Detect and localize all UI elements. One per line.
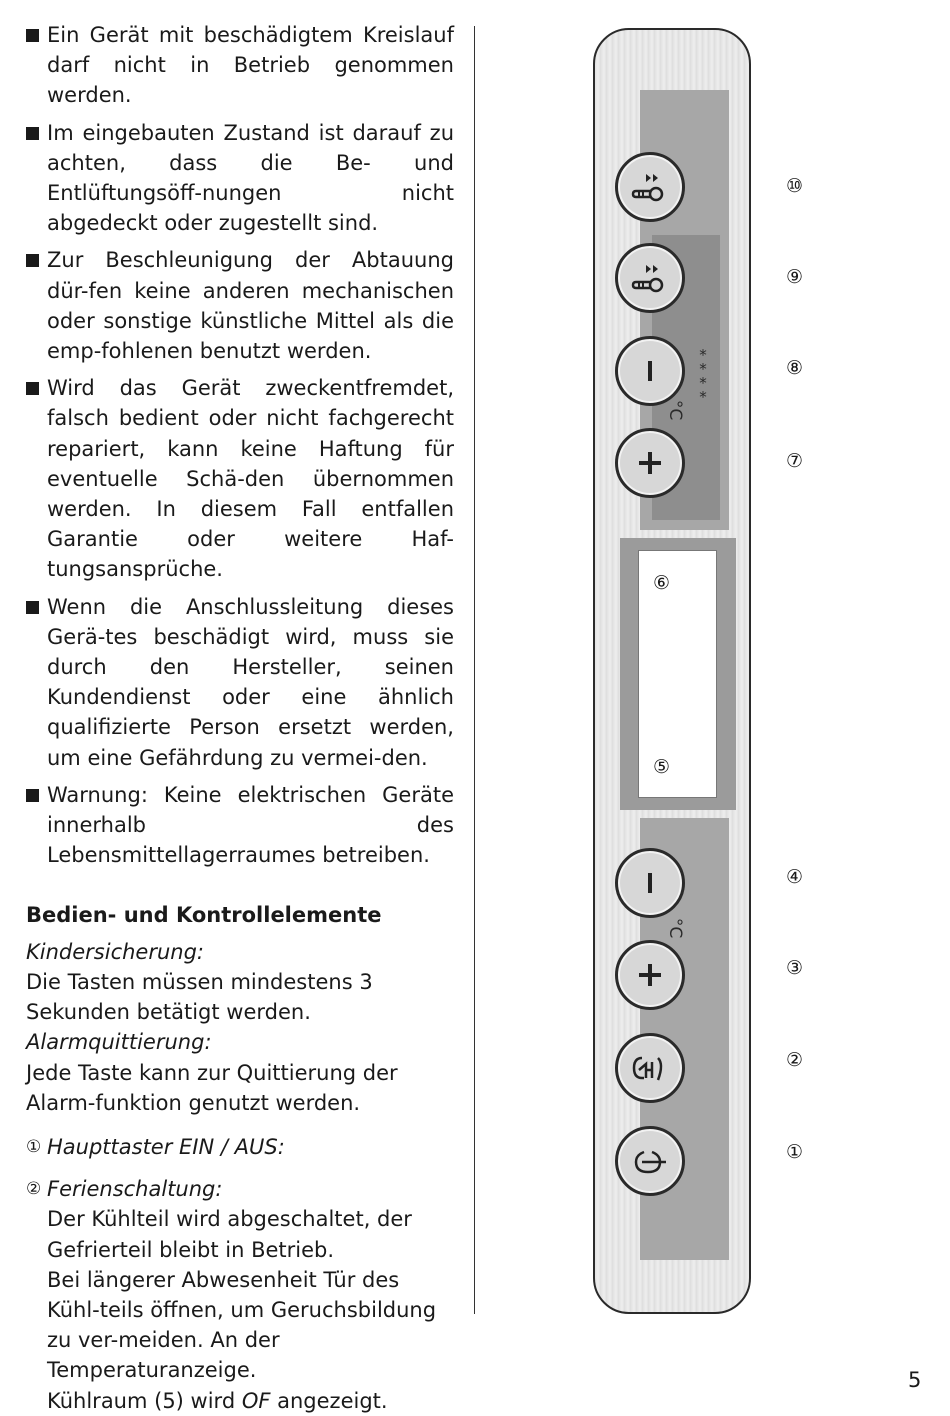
- item-label: Haupttaster EIN / AUS:: [47, 1134, 285, 1159]
- bullet-square: [26, 789, 39, 802]
- bullet-square: [26, 382, 39, 395]
- fridge-minus-button[interactable]: [615, 848, 685, 918]
- minus-icon: [635, 868, 665, 898]
- fridge-celsius-label: °C: [665, 917, 686, 939]
- column-divider: [474, 26, 475, 1314]
- freezer-plus-button[interactable]: [615, 428, 685, 498]
- callout-7: ⑦: [786, 450, 804, 472]
- holiday-mode-button[interactable]: [615, 1033, 685, 1103]
- child-lock-text: Die Tasten müssen mindestens 3 Sekunden betätigt werden.: [26, 969, 373, 1025]
- super-cool-button[interactable]: [615, 243, 685, 313]
- bullet-text: Ein Gerät mit beschädigtem Kreislauf darf nicht in Betrieb genommen werden.: [47, 23, 454, 108]
- section-heading: Bedien- und Kontrollelemente: [26, 903, 382, 928]
- callout-9: ⑨: [786, 266, 804, 288]
- bullet-square: [26, 127, 39, 140]
- control-panel: [593, 28, 751, 1314]
- bullet-text: Im eingebauten Zustand ist darauf zu achten, dass die Be- und Entlüftungsöff-nungen nicht abgedeckt oder zugestellt sind.: [47, 120, 454, 236]
- item-number: ①: [26, 1136, 42, 1157]
- item-text-end: angezeigt.: [270, 1388, 388, 1413]
- thermometer-fast-icon: [630, 170, 670, 204]
- callout-3: ③: [786, 957, 804, 979]
- power-icon: [630, 1144, 670, 1178]
- thermometer-fast-icon: [630, 261, 670, 295]
- item-text: Der Kühlteil wird abgeschaltet, der Gefrierteil bleibt in Betrieb.: [47, 1207, 412, 1262]
- item-label: Ferienschaltung:: [47, 1177, 223, 1202]
- callout-8: ⑧: [786, 357, 804, 379]
- callout-2: ②: [786, 1049, 804, 1071]
- alarm-text: Jede Taste kann zur Quittierung der Alarm-funktion genutzt werden.: [26, 1060, 398, 1115]
- item-main-switch: [26, 1132, 454, 1162]
- freezer-celsius-label: °C: [665, 399, 686, 421]
- item-text: Bei längerer Abwesenheit Tür des Kühl-teils öffnen, um Geruchsbildung zu ver-meiden. An der Temperaturanzeige.: [47, 1267, 437, 1383]
- bullet-item: [26, 373, 454, 584]
- left-text-column: [26, 20, 454, 1416]
- minus-icon: [635, 356, 665, 386]
- alarm-label: Alarmquittierung:: [26, 1030, 212, 1055]
- bullet-square: [26, 601, 39, 614]
- page-number: 5: [908, 1368, 922, 1392]
- fridge-plus-button[interactable]: [615, 940, 685, 1010]
- item-text: [47, 1386, 454, 1416]
- child-lock-label: Kindersicherung:: [26, 939, 205, 964]
- bullet-item: [26, 118, 454, 239]
- temperature-display: [638, 550, 717, 798]
- bullet-text: Warnung: Keine elektrischen Geräte innerhalb des Lebensmittellagerraumes betreiben.: [47, 782, 454, 868]
- bullet-item: [26, 245, 454, 366]
- freezer-minus-button[interactable]: [615, 336, 685, 406]
- item-text-start: Kühlraum (5) wird: [47, 1388, 242, 1413]
- callout-10: ⑩: [786, 175, 804, 197]
- plus-icon: [635, 448, 665, 478]
- bullet-square: [26, 254, 39, 267]
- bullet-text: Wenn die Anschlussleitung dieses Gerä-tes beschädigt wird, muss sie durch den Hersteller, seinen Kundendienst oder eine ähnlich qualifizierte Person ersetzt werden, um eine Gefährdung zu vermei-den.: [47, 594, 454, 770]
- freezer-stars-label: ****: [699, 346, 707, 406]
- item-number: ②: [26, 1179, 42, 1200]
- callout-4: ④: [786, 866, 804, 888]
- bullet-text: Zur Beschleunigung der Abtauung dür-fen keine anderen mechanischen oder sonstige künstliche Mittel als die emp-fohlenen benutzt werden.: [47, 248, 454, 364]
- bullet-text: Wird das Gerät zweckentfremdet, falsch bedient oder nicht fachgerecht repariert, kann keine Haftung für eventuelle Schä-den übernommen werden. In diesem Fall entfallen Garantie oder weitere Haf-tungsansprüche.: [47, 376, 454, 582]
- display-code: OF: [241, 1388, 271, 1413]
- bullet-item: [26, 20, 454, 111]
- power-button[interactable]: [615, 1126, 685, 1196]
- callout-5: ⑤: [653, 756, 671, 778]
- item-holiday-mode: [26, 1174, 454, 1416]
- bullet-square: [26, 29, 39, 42]
- bullet-item: [26, 780, 454, 871]
- super-freeze-button[interactable]: [615, 152, 685, 222]
- plus-icon: [635, 960, 665, 990]
- callout-6: ⑥: [653, 572, 671, 594]
- bullet-item: [26, 592, 454, 773]
- holiday-icon: [630, 1050, 670, 1086]
- callout-1: ①: [786, 1141, 804, 1163]
